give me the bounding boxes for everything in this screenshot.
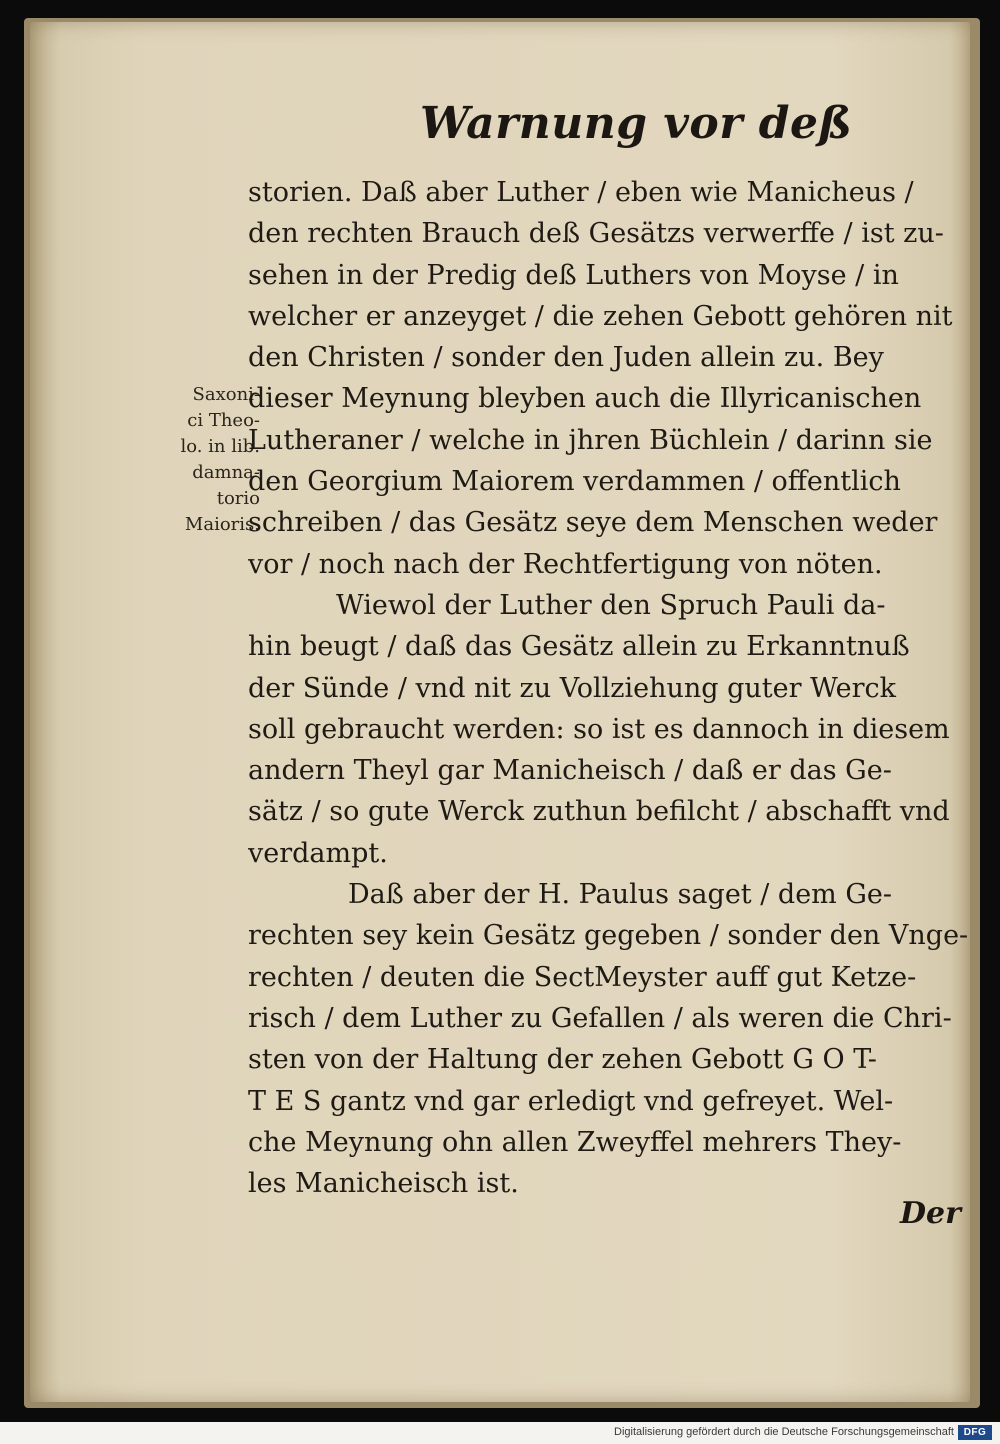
margin-note-line: Maioris. — [184, 514, 260, 535]
catchword: Der — [900, 1196, 961, 1231]
text-line: rechten / deuten die SectMeyster auff gut Ketze- — [248, 961, 917, 993]
funding-credit: Digitalisierung gefördert durch die Deutsche Forschungsgemeinschaft — [614, 1426, 954, 1438]
running-header: Warnung vor deß — [420, 98, 853, 149]
text-line: T E S gantz vnd gar erledigt vnd gefreyet. Wel- — [248, 1085, 894, 1117]
text-line: hin beugt / daß das Gesätz allein zu Erkanntnuß — [248, 631, 910, 663]
text-line: den Georgium Maiorem verdammen / offentlich — [248, 466, 901, 498]
text-line: andern Theyl gar Manicheisch / daß er das Ge- — [248, 755, 892, 787]
text-line: risch / dem Luther zu Gefallen / als weren die Chri- — [248, 1002, 952, 1034]
text-line: der Sünde / vnd nit zu Vollziehung guter Werck — [248, 672, 897, 704]
text-line: verdampt. — [248, 837, 388, 869]
text-line: les Manicheisch ist. — [248, 1168, 519, 1200]
margin-note-line: Saxoni- — [192, 384, 260, 405]
text-line: sehen in der Predig deß Luthers von Moyse / in — [248, 259, 899, 291]
margin-note — [148, 382, 260, 538]
margin-note-line: lo. in lib. — [180, 436, 260, 457]
text-line: Lutheraner / welche in jhren Büchlein / darinn sie — [248, 424, 933, 456]
footer — [0, 1422, 1000, 1444]
text-line: soll gebraucht werden: so ist es dannoch in diesem — [248, 713, 950, 745]
text-line: den rechten Brauch deß Gesätzs verwerffe / ist zu- — [248, 218, 944, 250]
text-line: sten von der Haltung der zehen Gebott G O T- — [248, 1044, 877, 1076]
text-line: welcher er anzeyget / die zehen Gebott gehören nit — [248, 300, 953, 332]
text-line: schreiben / das Gesätz seye dem Menschen weder — [248, 507, 938, 539]
text-line: rechten sey kein Gesätz gegeben / sonder den Vnge- — [248, 920, 968, 952]
text-line: Daß aber der H. Paulus saget / dem Ge- — [348, 879, 893, 911]
margin-note-line: damna- — [192, 462, 260, 483]
text-line: storien. Daß aber Luther / eben wie Manicheus / — [248, 177, 914, 208]
text-line: dieser Meynung bleyben auch die Illyricanischen — [248, 383, 922, 415]
body-text — [248, 172, 968, 1204]
margin-note-line: ci Theo- — [187, 410, 260, 431]
text-line: vor / noch nach der Rechtfertigung von nöten. — [248, 548, 883, 580]
dfg-logo: DFG — [958, 1425, 992, 1440]
text-line: Wiewol der Luther den Spruch Pauli da- — [336, 589, 886, 621]
text-line: den Christen / sonder den Juden allein zu. Bey — [248, 342, 884, 374]
text-line: che Meynung ohn allen Zweyffel mehrers They- — [248, 1126, 902, 1158]
text-line: sätz / so gute Werck zuthun befilcht / abschafft vnd — [248, 796, 950, 828]
margin-note-line: torio — [216, 488, 260, 509]
